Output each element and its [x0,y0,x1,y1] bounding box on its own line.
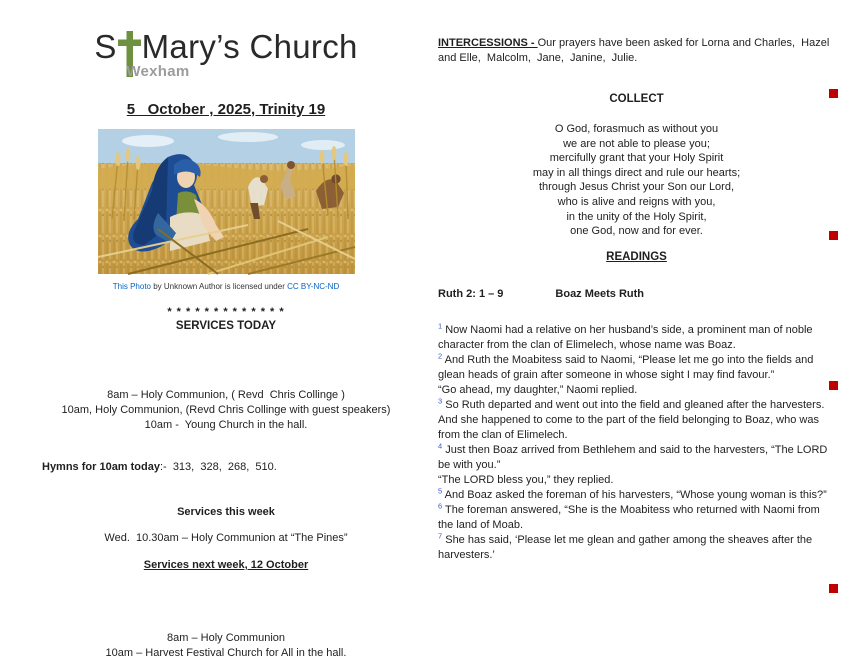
hymns-numbers: :- 313, 328, 268, 510. [159,461,277,473]
verse-text: The foreman answered, “She is the Moabitess who returned with Naomi from the land of Moab. [438,503,823,531]
verse-line [438,323,835,353]
intercessions-label: INTERCESSIONS - [438,37,538,49]
verse-text: She has said, ‘Please let me glean and gather among the sheaves after the harvesters.’ [438,533,816,561]
service-line: 10am, Holy Communion, (Revd Chris Collinge with guest speakers) [61,404,391,416]
caption-photo-link[interactable]: This Photo [112,282,151,291]
verse-text: Now Naomi had a relative on her husband’s side, a prominent man of noble character from the clan of Elimelech, whose name was Boaz. [438,323,816,351]
verse-line [438,488,835,503]
verse-number: 6 [438,501,443,511]
logo-letter-s: S [94,28,117,65]
edge-marker [829,231,838,240]
left-column [30,24,422,661]
verse-number: 1 [438,321,443,331]
caption-text: by Unknown Author is licensed under [151,282,288,291]
collect-heading: COLLECT [609,93,664,105]
logo-text: Mary’s Church [141,28,358,65]
services-this-week-heading: Services this week [177,506,275,518]
verse-text: “The LORD bless you,” they replied. [438,473,614,486]
logo-subtitle: Wexham [126,63,190,80]
collect-line: who is alive and reigns with you, [557,195,716,208]
services-next-week-heading: Services next week, 12 October [143,559,309,571]
verse-line [438,503,835,533]
collect-line: mercifully grant that your Holy Spirit [549,152,724,165]
collect-prayer [438,122,835,239]
verse-text: And she happened to come to the part of the field belonging to Boaz, who was from the clan of Elimelech. [438,413,823,441]
edge-marker [829,89,838,98]
verse-text: “Go ahead, my daughter,” Naomi replied. [438,383,638,396]
intercessions-paragraph [438,36,835,66]
services-today-heading: SERVICES TODAY [175,320,277,332]
edge-marker [829,381,838,390]
verse-line [438,353,835,383]
collect-line: O God, forasmuch as without you [554,123,719,135]
hymns-label: Hymns for 10am today [42,461,160,473]
verse-text: So Ruth departed and went out into the field and gleaned after the harvesters. [442,398,825,411]
edge-marker [829,584,838,593]
service-line: 8am – Holy Communion [167,632,285,644]
service-line: 10am - Young Church in the hall. [144,419,308,431]
verse-line [438,398,835,413]
verse-number: 3 [438,396,443,406]
verse-number: 7 [438,531,443,541]
wednesday-service-line: Wed. 10.30am – Holy Communion at “The Pines” [104,532,348,544]
service-line: 8am – Holy Communion, ( Revd Chris Collinge ) [107,389,345,401]
right-column [438,36,835,563]
intercessions-text: Our prayers have been asked for Lorna and Charles, Hazel and Elle, Malcolm, Jane, Janine, Julie. [438,37,833,64]
verse-text: And Ruth the Moabitess said to Naomi, “Please let me go into the fields and glean heads of grain after someone in whose sight I may find favour.” [438,353,817,381]
collect-line: may in all things direct and rule our hearts; [532,166,741,179]
readings-heading: READINGS [606,250,667,263]
verse-number: 2 [438,351,443,361]
caption-license-link[interactable]: CC BY-NC-ND [287,282,340,291]
services-today-list [30,343,422,433]
scripture-passage [438,323,835,563]
verse-text: And Boaz asked the foreman of his harvesters, “Whose young woman is this?” [442,488,827,501]
reading-reference-line [438,288,835,300]
ruth-gleaning-painting [98,129,355,274]
verse-number: 5 [438,486,443,496]
collect-line: in the unity of the Holy Spirit, [566,210,707,223]
reading-reference: Ruth 2: 1 – 9 [438,287,504,300]
verse-text: Just then Boaz arrived from Bethlehem and said to the harvesters, “The LORD be with you.” [438,443,831,471]
verse-line [438,473,835,488]
image-caption [30,282,422,291]
reading-title: Boaz Meets Ruth [555,287,645,300]
star-divider: * * * * * * * * * * * * * [167,306,285,318]
date-heading: 5 October , 2025, Trinity 19 [126,101,326,118]
church-logo [94,28,357,88]
collect-line: we are not able to please you; [563,137,710,150]
verse-number: 4 [438,441,443,451]
verse-line [438,413,835,443]
collect-line: one God, now and for ever. [570,225,703,238]
services-next-week-list [30,586,422,661]
hymns-line [30,460,422,475]
verse-line [438,533,835,563]
collect-line: through Jesus Christ your Son our Lord, [538,181,735,194]
verse-line [438,443,835,473]
service-line: 10am – Harvest Festival Church for All in the hall. [105,647,347,659]
verse-line [438,383,835,398]
